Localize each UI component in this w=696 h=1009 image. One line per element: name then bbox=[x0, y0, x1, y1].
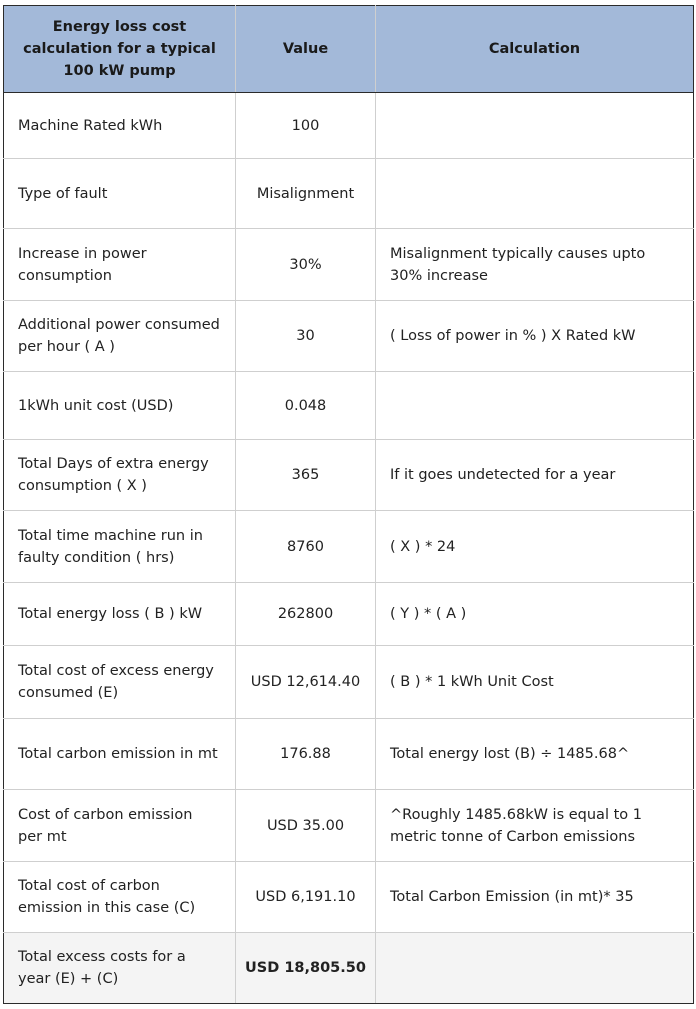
row-calculation: ( Y ) * ( A ) bbox=[376, 583, 694, 646]
row-calculation: ^Roughly 1485.68kW is equal to 1 metric tonne of Carbon emissions bbox=[376, 790, 694, 862]
table-row bbox=[4, 229, 694, 301]
row-calculation: Total Carbon Emission (in mt)* 35 bbox=[376, 862, 694, 933]
table-row bbox=[4, 646, 694, 719]
row-label: Total Days of extra energy consumption ( X ) bbox=[4, 440, 236, 511]
row-value: USD 12,614.40 bbox=[236, 646, 376, 719]
total-row bbox=[4, 933, 694, 1004]
row-label: Additional power consumed per hour ( A ) bbox=[4, 301, 236, 372]
table-header-row bbox=[4, 6, 694, 93]
row-value: 30% bbox=[236, 229, 376, 301]
row-label: Increase in power consumption bbox=[4, 229, 236, 301]
row-value: 0.048 bbox=[236, 372, 376, 440]
table-row bbox=[4, 440, 694, 511]
row-value: 176.88 bbox=[236, 719, 376, 790]
row-label: Total energy loss ( B ) kW bbox=[4, 583, 236, 646]
row-calculation: ( X ) * 24 bbox=[376, 511, 694, 583]
row-value: USD 35.00 bbox=[236, 790, 376, 862]
row-calculation: If it goes undetected for a year bbox=[376, 440, 694, 511]
row-value: 365 bbox=[236, 440, 376, 511]
table-row bbox=[4, 301, 694, 372]
table-row bbox=[4, 372, 694, 440]
table-row bbox=[4, 583, 694, 646]
row-label: Type of fault bbox=[4, 159, 236, 229]
row-label: Machine Rated kWh bbox=[4, 93, 236, 159]
row-calculation: Total energy lost (B) ÷ 1485.68^ bbox=[376, 719, 694, 790]
row-value: 100 bbox=[236, 93, 376, 159]
row-label: Total cost of excess energy consumed (E) bbox=[4, 646, 236, 719]
row-calculation: ( Loss of power in % ) X Rated kW bbox=[376, 301, 694, 372]
row-value: 262800 bbox=[236, 583, 376, 646]
row-label: Total cost of carbon emission in this case (C) bbox=[4, 862, 236, 933]
row-label: Cost of carbon emission per mt bbox=[4, 790, 236, 862]
row-label: Total excess costs for a year (E) + (C) bbox=[4, 933, 236, 1004]
row-calculation: Misalignment typically causes upto 30% increase bbox=[376, 229, 694, 301]
row-label: 1kWh unit cost (USD) bbox=[4, 372, 236, 440]
header-value: Value bbox=[236, 6, 376, 93]
row-value: Misalignment bbox=[236, 159, 376, 229]
table-row bbox=[4, 790, 694, 862]
table-row bbox=[4, 159, 694, 229]
row-label: Total time machine run in faulty condition ( hrs) bbox=[4, 511, 236, 583]
row-value: USD 18,805.50 bbox=[236, 933, 376, 1004]
row-calculation: ( B ) * 1 kWh Unit Cost bbox=[376, 646, 694, 719]
row-calculation bbox=[376, 159, 694, 229]
header-calculation: Calculation bbox=[376, 6, 694, 93]
header-description: Energy loss cost calculation for a typical 100 kW pump bbox=[4, 6, 236, 93]
row-calculation bbox=[376, 933, 694, 1004]
row-label: Total carbon emission in mt bbox=[4, 719, 236, 790]
row-calculation bbox=[376, 93, 694, 159]
table-row bbox=[4, 719, 694, 790]
energy-loss-table-container bbox=[3, 5, 693, 1004]
row-value: USD 6,191.10 bbox=[236, 862, 376, 933]
row-value: 30 bbox=[236, 301, 376, 372]
table-row bbox=[4, 93, 694, 159]
table-row bbox=[4, 511, 694, 583]
table-row bbox=[4, 862, 694, 933]
row-value: 8760 bbox=[236, 511, 376, 583]
row-calculation bbox=[376, 372, 694, 440]
energy-loss-table bbox=[3, 5, 694, 1004]
